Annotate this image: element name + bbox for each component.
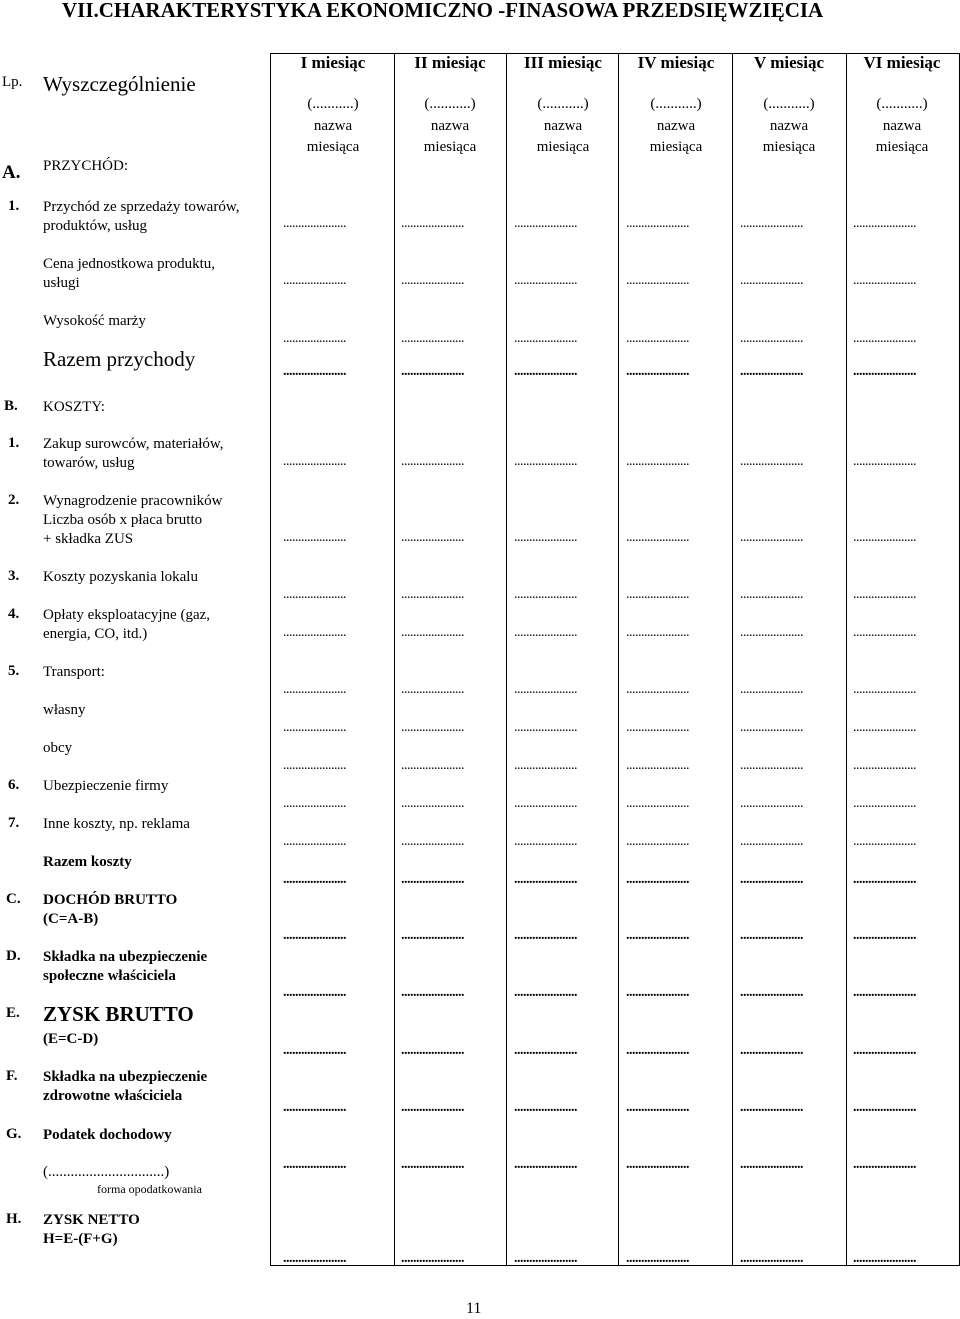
fill-in-field[interactable]: .....................	[283, 625, 346, 640]
fill-in-field[interactable]: .....................	[514, 1043, 577, 1058]
fill-in-field[interactable]: .....................	[853, 216, 916, 231]
fill-in-field[interactable]: .....................	[401, 872, 464, 887]
fill-in-field[interactable]: .....................	[514, 720, 577, 735]
fill-in-field[interactable]: .....................	[401, 216, 464, 231]
fill-in-field[interactable]: .....................	[740, 530, 803, 545]
fill-in-field[interactable]: .....................	[626, 1251, 689, 1266]
fill-in-field[interactable]: .....................	[283, 587, 346, 602]
fill-in-field[interactable]: .....................	[626, 1043, 689, 1058]
fill-in-field[interactable]: .....................	[401, 273, 464, 288]
month-placeholder: (...........)	[537, 96, 589, 112]
fill-in-field[interactable]: .....................	[401, 530, 464, 545]
row-label-net-profit: ZYSK NETTO H=E-(F+G)	[43, 1212, 140, 1247]
fill-in-field[interactable]: .....................	[740, 872, 803, 887]
row-lp: C.	[6, 891, 21, 907]
fill-in-field[interactable]: .....................	[853, 1100, 916, 1115]
row-label-purchases: Zakup surowców, materiałów, towarów, usług	[43, 436, 224, 471]
row-label-gross-income: DOCHÓD BRUTTO (C=A-B)	[43, 892, 178, 927]
month-header-2: II miesiąc	[414, 53, 486, 72]
fill-in-field[interactable]: .....................	[853, 530, 916, 545]
fill-in-field[interactable]: .....................	[740, 364, 803, 379]
fill-in-field[interactable]: .....................	[740, 682, 803, 697]
row-lp: 7.	[8, 815, 20, 831]
fill-in-field[interactable]: .....................	[283, 216, 346, 231]
fill-in-field[interactable]: .....................	[283, 834, 346, 849]
fill-in-field[interactable]: .....................	[283, 872, 346, 887]
month-header-5: V miesiąc	[753, 53, 825, 72]
fill-in-field[interactable]: .....................	[626, 985, 689, 1000]
fill-in-field[interactable]: .....................	[283, 1251, 346, 1266]
month-header-3: III miesiąc	[524, 53, 602, 72]
row-label-income-tax: Podatek dochodowy	[43, 1127, 172, 1143]
fill-in-field[interactable]: .....................	[283, 720, 346, 735]
fill-in-field[interactable]: .....................	[626, 758, 689, 773]
row-label-other-costs: Inne koszty, np. reklama	[43, 816, 190, 832]
fill-in-field[interactable]: .....................	[740, 720, 803, 735]
row-lp: 4.	[8, 606, 20, 622]
fill-in-field[interactable]: .....................	[283, 530, 346, 545]
fill-in-field[interactable]: .....................	[853, 834, 916, 849]
row-label-insurance: Ubezpieczenie firmy	[43, 778, 169, 794]
month-name-label: miesiąca	[875, 139, 929, 155]
fill-in-field[interactable]: .....................	[514, 1157, 577, 1172]
column-name-header: Wyszczególnienie	[43, 72, 196, 96]
row-label-unit-price: Cena jednostkowa produktu, usługi	[43, 256, 216, 291]
fill-in-field[interactable]: .....................	[626, 273, 689, 288]
fill-in-field[interactable]: .....................	[740, 331, 803, 346]
fill-in-field[interactable]: .....................	[514, 625, 577, 640]
fill-in-field[interactable]: .....................	[626, 587, 689, 602]
fill-in-field[interactable]: .....................	[853, 1157, 916, 1172]
fill-in-field[interactable]: .....................	[626, 530, 689, 545]
month-name-label: nazwa	[430, 118, 470, 134]
fill-in-field[interactable]: .....................	[853, 625, 916, 640]
fill-in-field[interactable]: .....................	[283, 758, 346, 773]
fill-in-field[interactable]: .....................	[740, 796, 803, 811]
fill-in-field[interactable]: .....................	[740, 1100, 803, 1115]
tax-form-caption: forma opodatkowania	[97, 1182, 202, 1196]
row-lp: 1.	[8, 198, 20, 214]
month-placeholder: (...........)	[876, 96, 928, 112]
fill-in-field[interactable]: .....................	[514, 985, 577, 1000]
fill-in-field[interactable]: .....................	[401, 1251, 464, 1266]
fill-in-field[interactable]: .....................	[283, 682, 346, 697]
fill-in-field[interactable]: .....................	[401, 1157, 464, 1172]
fill-in-field[interactable]: .....................	[853, 364, 916, 379]
fill-in-field[interactable]: .....................	[283, 1100, 346, 1115]
fill-in-field[interactable]: .....................	[740, 1043, 803, 1058]
fill-in-field[interactable]: .....................	[401, 364, 464, 379]
table-divider	[270, 53, 271, 1266]
fill-in-field[interactable]: .....................	[514, 273, 577, 288]
fill-in-field[interactable]: .....................	[853, 758, 916, 773]
page-number: 11	[466, 1300, 482, 1317]
table-divider	[394, 53, 395, 1266]
fill-in-field[interactable]: .....................	[853, 985, 916, 1000]
fill-in-field[interactable]: .....................	[401, 720, 464, 735]
fill-in-field[interactable]: .....................	[853, 1043, 916, 1058]
fill-in-field[interactable]: .....................	[626, 216, 689, 231]
fill-in-field[interactable]: .....................	[853, 331, 916, 346]
fill-in-field[interactable]: .....................	[514, 834, 577, 849]
month-name-label: miesiąca	[649, 139, 703, 155]
section-a-lp: A.	[2, 162, 21, 183]
fill-in-field[interactable]: .....................	[514, 682, 577, 697]
fill-in-field[interactable]: .....................	[401, 625, 464, 640]
month-placeholder: (...........)	[307, 96, 359, 112]
row-lp: E.	[6, 1005, 20, 1021]
row-lp: 3.	[8, 568, 20, 584]
month-name-label: miesiąca	[762, 139, 816, 155]
month-name-label: miesiąca	[536, 139, 590, 155]
row-label-external-transport: obcy	[43, 740, 73, 756]
fill-in-field[interactable]: .....................	[626, 834, 689, 849]
row-label-transport: Transport:	[43, 664, 105, 680]
fill-in-field[interactable]: .....................	[514, 364, 577, 379]
fill-in-field[interactable]: .....................	[626, 796, 689, 811]
fill-in-field[interactable]: .....................	[401, 928, 464, 943]
fill-in-field[interactable]: .....................	[514, 758, 577, 773]
fill-in-field[interactable]: .....................	[626, 364, 689, 379]
month-header-1: I miesiąc	[300, 53, 366, 72]
fill-in-field[interactable]: .....................	[740, 454, 803, 469]
fill-in-field[interactable]: .....................	[853, 682, 916, 697]
fill-in-field[interactable]: .....................	[283, 1043, 346, 1058]
section-b-label: KOSZTY:	[43, 399, 105, 415]
fill-in-field[interactable]: .....................	[283, 273, 346, 288]
table-divider	[846, 53, 847, 1266]
fill-in-field[interactable]: .....................	[401, 587, 464, 602]
month-name-label: miesiąca	[306, 139, 360, 155]
fill-in-field[interactable]: .....................	[283, 796, 346, 811]
fill-in-field[interactable]: .....................	[514, 454, 577, 469]
row-label-margin: Wysokość marży	[43, 313, 146, 329]
table-divider	[732, 53, 733, 1266]
fill-in-field[interactable]: .....................	[401, 796, 464, 811]
fill-in-field[interactable]: .....................	[401, 682, 464, 697]
row-lp: 2.	[8, 492, 20, 508]
month-placeholder: (...........)	[424, 96, 476, 112]
row-label-gross-profit-formula: (E=C-D)	[43, 1031, 99, 1047]
fill-in-field[interactable]: .....................	[740, 587, 803, 602]
fill-in-field[interactable]: .....................	[514, 216, 577, 231]
fill-in-field[interactable]: .....................	[514, 587, 577, 602]
fill-in-field[interactable]: .....................	[514, 872, 577, 887]
row-lp: H.	[6, 1211, 22, 1227]
fill-in-field[interactable]: .....................	[853, 1251, 916, 1266]
fill-in-field[interactable]: .....................	[626, 331, 689, 346]
fill-in-field[interactable]: .....................	[401, 454, 464, 469]
fill-in-field[interactable]: .....................	[626, 1157, 689, 1172]
month-header-6: VI miesiąc	[863, 53, 941, 72]
fill-in-field[interactable]: .....................	[283, 928, 346, 943]
fill-in-field[interactable]: .....................	[853, 796, 916, 811]
section-b-lp: B.	[4, 398, 18, 414]
table-divider	[618, 53, 619, 1266]
row-lp: G.	[6, 1126, 22, 1142]
fill-in-field[interactable]: .....................	[514, 796, 577, 811]
fill-in-field[interactable]: .....................	[283, 364, 346, 379]
fill-in-field[interactable]: .....................	[853, 454, 916, 469]
fill-in-field[interactable]: .....................	[853, 928, 916, 943]
fill-in-field[interactable]: .....................	[740, 985, 803, 1000]
fill-in-field[interactable]: .....................	[626, 1100, 689, 1115]
table-divider	[506, 53, 507, 1266]
month-name-label: nazwa	[656, 118, 696, 134]
month-placeholder: (...........)	[763, 96, 815, 112]
fill-in-field[interactable]: .....................	[514, 331, 577, 346]
row-label-wages: Wynagrodzenie pracowników Liczba osób x płaca brutto + składka ZUS	[43, 493, 223, 547]
fill-in-field[interactable]: .....................	[401, 834, 464, 849]
fill-in-field[interactable]: .....................	[401, 1100, 464, 1115]
fill-in-field[interactable]: .....................	[626, 625, 689, 640]
fill-in-field[interactable]: .....................	[283, 454, 346, 469]
fill-in-field[interactable]: .....................	[740, 1157, 803, 1172]
month-name-label: nazwa	[313, 118, 353, 134]
lp-header: Lp.	[2, 74, 23, 90]
fill-in-field[interactable]: .....................	[626, 682, 689, 697]
fill-in-field[interactable]: .....................	[401, 1043, 464, 1058]
page-title: VII.CHARAKTERYSTYKA EKONOMICZNO -FINASOWA PRZEDSIĘWZIĘCIA	[62, 0, 824, 22]
fill-in-field[interactable]: .....................	[740, 834, 803, 849]
month-header-4: IV miesiąc	[637, 53, 715, 72]
month-name-label: nazwa	[882, 118, 922, 134]
row-lp: F.	[6, 1068, 18, 1084]
fill-in-field[interactable]: .....................	[401, 985, 464, 1000]
month-name-label: miesiąca	[423, 139, 477, 155]
month-name-label: nazwa	[543, 118, 583, 134]
section-a-label: PRZYCHÓD:	[43, 158, 129, 174]
month-placeholder: (...........)	[650, 96, 702, 112]
fill-in-field[interactable]: .....................	[514, 1100, 577, 1115]
fill-in-field[interactable]: .....................	[283, 331, 346, 346]
month-name-label: nazwa	[769, 118, 809, 134]
fill-in-field[interactable]: .....................	[626, 872, 689, 887]
row-label-own-transport: własny	[43, 702, 86, 718]
row-label-gross-profit: ZYSK BRUTTO	[43, 1002, 194, 1026]
fill-in-field[interactable]: .....................	[740, 1251, 803, 1266]
row-lp: 5.	[8, 663, 20, 679]
fill-in-field[interactable]: .....................	[626, 720, 689, 735]
tax-form-placeholder: (...............................)	[43, 1164, 170, 1180]
fill-in-field[interactable]: .....................	[740, 273, 803, 288]
fill-in-field[interactable]: .....................	[626, 454, 689, 469]
row-label-total-income: Razem przychody	[43, 347, 196, 371]
fill-in-field[interactable]: .....................	[514, 928, 577, 943]
row-lp: 1.	[8, 435, 20, 451]
fill-in-field[interactable]: .....................	[740, 928, 803, 943]
fill-in-field[interactable]: .....................	[514, 1251, 577, 1266]
fill-in-field[interactable]: .....................	[853, 273, 916, 288]
row-lp: 6.	[8, 777, 20, 793]
fill-in-field[interactable]: .....................	[514, 530, 577, 545]
row-lp: D.	[6, 948, 21, 964]
row-label-health-insurance: Składka na ubezpieczenie zdrowotne właściciela	[43, 1069, 208, 1104]
fill-in-field[interactable]: .....................	[740, 625, 803, 640]
fill-in-field[interactable]: .....................	[853, 587, 916, 602]
fill-in-field[interactable]: .....................	[626, 928, 689, 943]
row-label-premises-costs: Koszty pozyskania lokalu	[43, 569, 198, 585]
fill-in-field[interactable]: .....................	[401, 331, 464, 346]
row-label-social-insurance: Składka na ubezpieczenie społeczne właściciela	[43, 949, 208, 984]
fill-in-field[interactable]: .....................	[283, 985, 346, 1000]
fill-in-field[interactable]: .....................	[283, 1157, 346, 1172]
fill-in-field[interactable]: .....................	[853, 720, 916, 735]
fill-in-field[interactable]: .....................	[740, 216, 803, 231]
fill-in-field[interactable]: .....................	[401, 758, 464, 773]
row-label-operating-fees: Opłaty eksploatacyjne (gaz, energia, CO, itd.)	[43, 607, 211, 642]
fill-in-field[interactable]: .....................	[853, 872, 916, 887]
fill-in-field[interactable]: .....................	[740, 758, 803, 773]
row-label-sales-income: Przychód ze sprzedaży towarów, produktów, usług	[43, 199, 240, 234]
row-label-total-costs: Razem koszty	[43, 854, 132, 870]
